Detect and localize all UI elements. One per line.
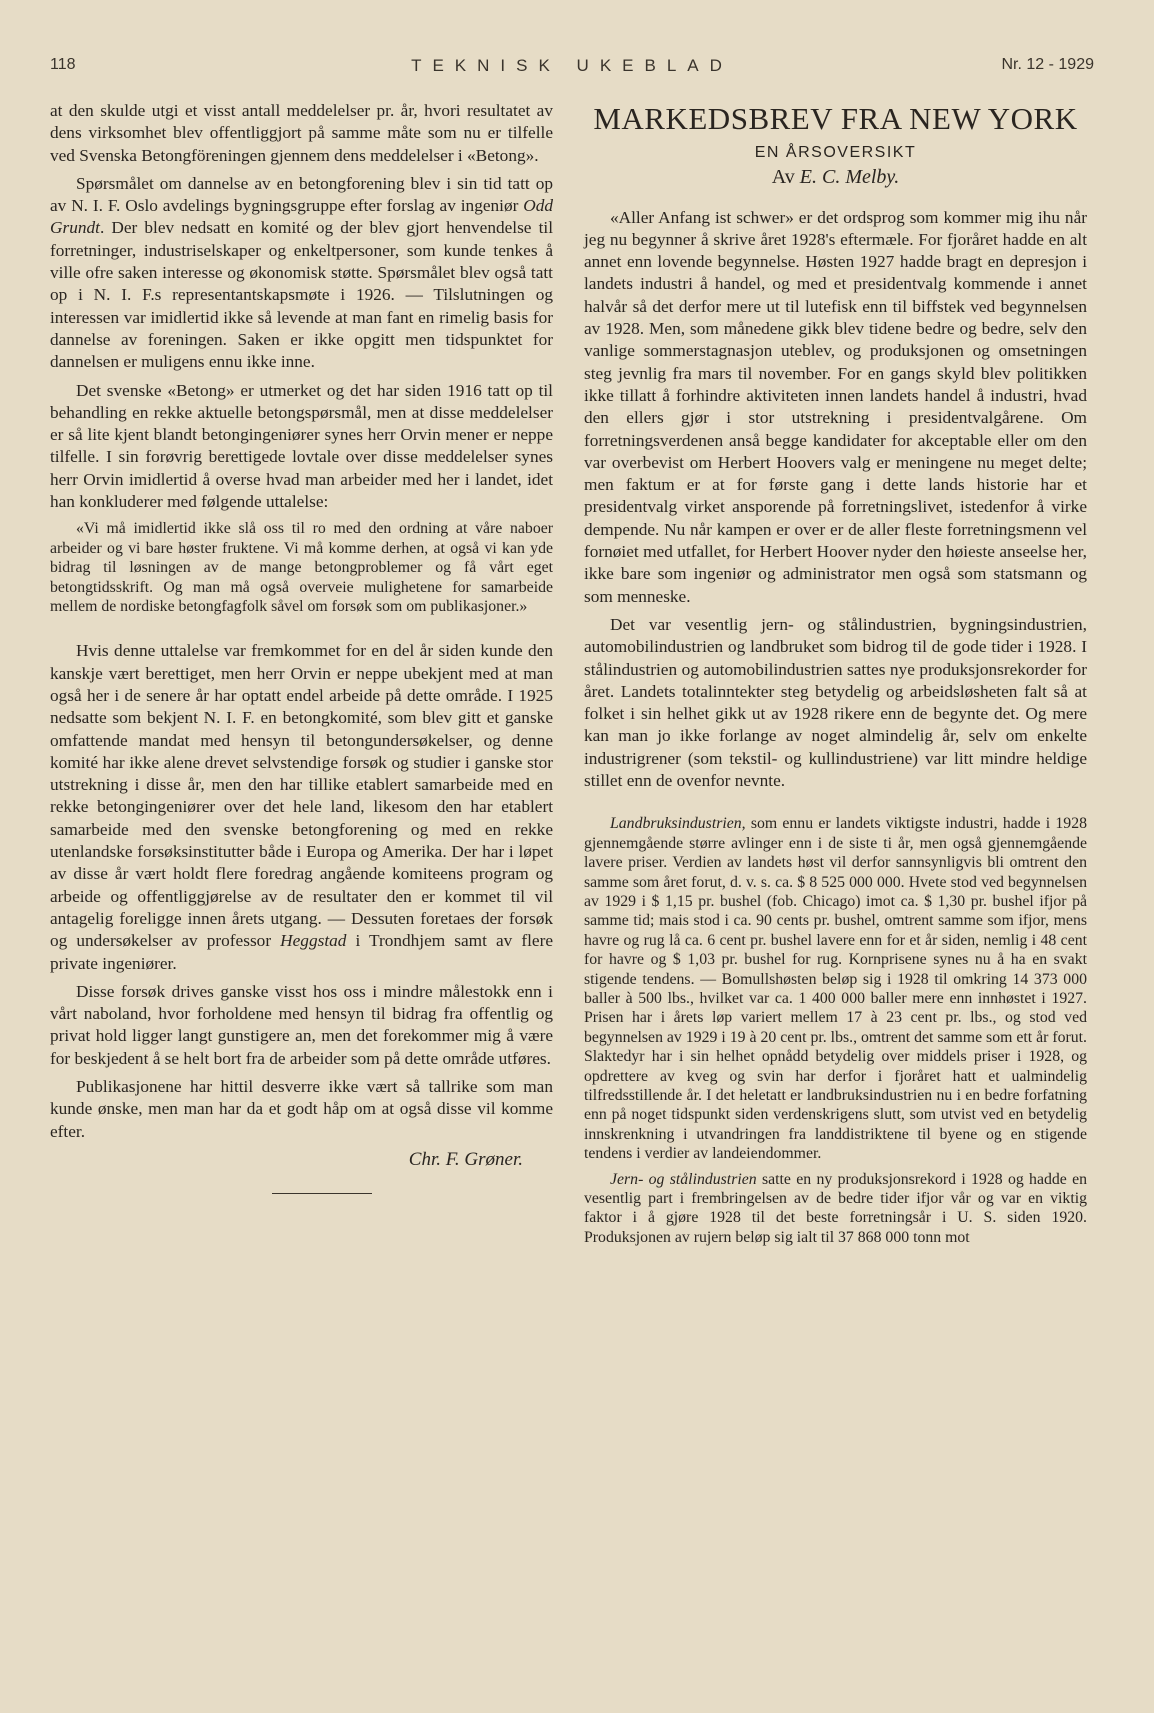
article-byline: Av E. C. Melby. [771,166,900,189]
left-paragraph-2: Spørsmålet om dannelse av en betongforening blev i sin tid tatt op av N. I. F. Oslo avdelings bygningsgruppe efter forslag av ingeniør Odd Grundt. Der blev nedsatt en komité og der blev gjort henvendelse til forretninger, industriselskaper og enkeltpersoner, som kunde tenkes å ville ofre saken interesse og økonomisk støtte. Spørsmålet blev også tatt op i N. I. F.s representantskapsmøte i 1926. — Tilslutningen og interessen var imidlertid ikke så levende at man fant en rimelig basis for dannelse av foreningen. Saken er ikke opgitt men tidspunktet for dannelsen er muligens ennu ikke inne. [50,173,553,372]
left-paragraph-6: Publikasjonene har hittil desverre ikke vært så tallrike som man kunde ønske, men man har da et godt håp om at også disse vil komme efter. [50,1077,553,1141]
spacer [584,798,1087,814]
left-paragraph-4: Hvis denne uttalelse var fremkommet for en del år siden kunde den kanskje vært berettiget, men herr Orvin er neppe ubekjent med at man også her i de senere år har optatt endel arbeide på dette område. I 1925 nedsatte som bekjent N. I. F. en betongkomité, som blev gitt et ganske omfattende mandat med hensyn til betongundersøkelser, og denne komité har ikke alene drevet selvstendige forsøk og studier i ganske stor utstrekning i disse år, men den har tillike etablert samarbeide med en rekke betongingeniører over det hele land, likesom den har etablert samarbeide med den svenske betongforening og med en rekke utenlandske forsøksinstitutter både i Europa og Amerika. Der har i løpet av disse år vært holdt flere foredrag angående komiteens program og arbeide og offentliggjørelse av de resultater den er kommet til vil antagelig foreligge innen årets utgang. — Dessuten foretaes der forsøk og undersøkelser av professor Heggstad i Trondhjem samt av flere private ingeniører. [50,641,554,973]
person-name: Heggstad [280,931,347,951]
right-column [584,100,1087,1253]
person-name: Odd Grundt [50,196,553,238]
author-name: E. C. Melby. [799,166,900,189]
page-number: 118 [50,56,76,73]
author-signature: Chr. F. Grøner. [408,1148,523,1170]
left-paragraph-5: Disse forsøk drives ganske visst hos oss i mindre målestokk enn i vårt naboland, hvor forholdene med hensyn til bidrag fra offentlig og privat hold ligger langt gunstigere an, men det forekommer mig å være for beskjedent å se helt bort fra de arbeider som på dette område utføres. [50,981,553,1068]
left-column [50,100,553,1194]
right-paragraph-2: Det var vesentlig jern- og stålindustrien, bygningsindustrien, automobilindustrien og landbruket som bidrog til de gode tider i 1928. I stålindustrien og automobilindustrien sattes nye produksjonsrekorder for året. Landets totalinntekter steg betydelig og arbeidsløsheten falt så at folket i sin helhet gikk ut av 1928 rikere enn de begynte det. Og mere kan man jo ikke forlange av noget almindelig år, selv om enkelte industrigrener (som tekstil- og kullindustriene) var litt mindre heldige stillet enn de ovenfor nevnte. [584,614,1087,791]
left-paragraph-1: at den skulde utgi et visst antall meddelelser pr. år, hvori resultatet av dens virksomhet blev offentliggjort på samme måte som nu er tilfelle ved Svenska Betongföreningen gjennem dens meddelelser i «Betong». [50,101,553,165]
issue-number: Nr. 12 - 1929 [1001,56,1094,73]
right-paragraph-4: Jern- og stålindustrien satte en ny produksjonsrekord i 1928 og hadde en vesentlig part i frembringelsen av de bedre tider ifjor vår og var en viktig faktor i å gjøre 1928 til det beste forretningsår i U. S. siden 1920. Produksjonen av rujern beløp sig ialt til 37 868 000 tonn mot [584,1170,1087,1246]
section-heading: Jern- og stålindustrien [610,1170,757,1188]
section-heading: Landbruksindustrien, [610,815,746,833]
block-quote: «Vi må imidlertid ikke slå oss til ro med den ordning at våre naboer arbeider og vi bare høster fruktene. Vi må komme derhen, at også vi kan yde bidrag til løsningen av de mange betongproblemer og få vårt eget betongtidsskrift. Og man må også overveie mulighetene for samarbeide mellem de nordiske betongfagfolk såvel om forsøk som om publikasjoner.» [50,520,553,615]
right-paragraph-3: Landbruksindustrien, som ennu er landets viktigste industri, hadde i 1928 gjennemgående større avlinger enn i de siste ti år, men også gjennemgående lavere priser. Verdien av landets høst vil derfor sannsynligvis bli omtrent den samme som året forut, d. v. s. ca. $ 8 525 000 000. Hvete stod ved begynnelsen av 1929 i $ 1,15 pr. bushel (fob. Chicago) imot ca. $ 1,30 pr. bushel ifjor på samme tid; mais stod i ca. 90 cents pr. bushel, omtrent samme som ifjor, mens havre og rug lå ca. 6 cent pr. bushel lavere enn for et år siden, nemlig i 48 cent for havre og $ 1,03 pr. bushel for rug. Kornprisene synes nu å ha en svakt stigende tendens. — Bomullshøsten beløp sig i 1928 til omkring 14 373 000 baller à 500 lbs., hvilket var ca. 1 400 000 baller mere enn innhøstet i 1927. Prisen har i årets løp variert mellem 17 à 23 cent pr. lbs., og stod ved begynnelsen av 1929 i 19 à 20 cent pr. lbs., omtrent det samme som ett år forut. Slaktedyr har i sin helhet opnådd betydelig over middels priser i 1928, og opdrettere av kveg og svin har derfor i fjoråret hatt et ualmindelig tilfredsstillende år. I det heletatt er landbruksindustrien nu i en bedre forfatning enn på noget tidspunkt siden verdenskrigens slutt, som utvist ved en betydelig innskrenkning i utvandringen fra landdistriktene til byene og en stigende tendens i verdier av landeiendommer. [584,815,1087,1163]
article-title: MARKEDSBREV FRA NEW YORK [593,101,1078,136]
journal-title: TEKNISK UKEBLAD [411,56,733,75]
divider [272,1193,372,1194]
page-header [50,56,1094,80]
left-paragraph-3: Det svenske «Betong» er utmerket og det har siden 1916 tatt op til behandling en rekke aktuelle betongspørsmål, men at disse meddelelser er så lite kjent blandt betongingeniører synes herr Orvin mener er neppe tilfelle. I sin forøvrig berettigede lovtale over disse meddelelser synes herr Orvin imidlertid å overse hvad man arbeider med her i landet, idet han konkluderer med følgende uttalelse: [50,380,553,512]
article-subtitle: EN ÅRSOVERSIKT [754,144,917,161]
right-paragraph-1: «Aller Anfang ist schwer» er det ordsprog som kommer mig ihu når jeg nu begynner å skrive året 1928's eftermæle. For fjoråret hadde en alt annet enn lovende begynnelse. Høsten 1927 hadde bragt en depresjon i landets industri å handel, og med et presidentvalg kommende i annet halvår så det derfor mere ut til lutefisk enn til biffstek ved begynnelsen av 1928. Men, som månedene gikk blev tidene bedre og bedre, selv den vanlige sommerstagnasjon uteblev, og produksjonen og omsetningen steg jevnlig fra mars til november. For en gangs skyld blev politikken ikke tillatt å forhindre aktiviteten innen landets handel å industri, hvad den ellers gjør i stor utstrekning i presidentvalgårene. Om forretningsverdenen anså begge kandidater for akceptable eller om den var overbevist om Herbert Hoovers valg er meningene nu meget delte; men faktum er at for første gang i dette lands historie har et presidentvalg virket ansporende på forretningslivet, istedenfor å virke dempende. Nu når kampen er over er de aller fleste forretningsmenn vel fornøiet med utfallet, for Herbert Hoover nyder den høieste anseelse her, ikke bare som ingeniør og administrator men også som statsmann og som menneske. [584,207,1087,606]
